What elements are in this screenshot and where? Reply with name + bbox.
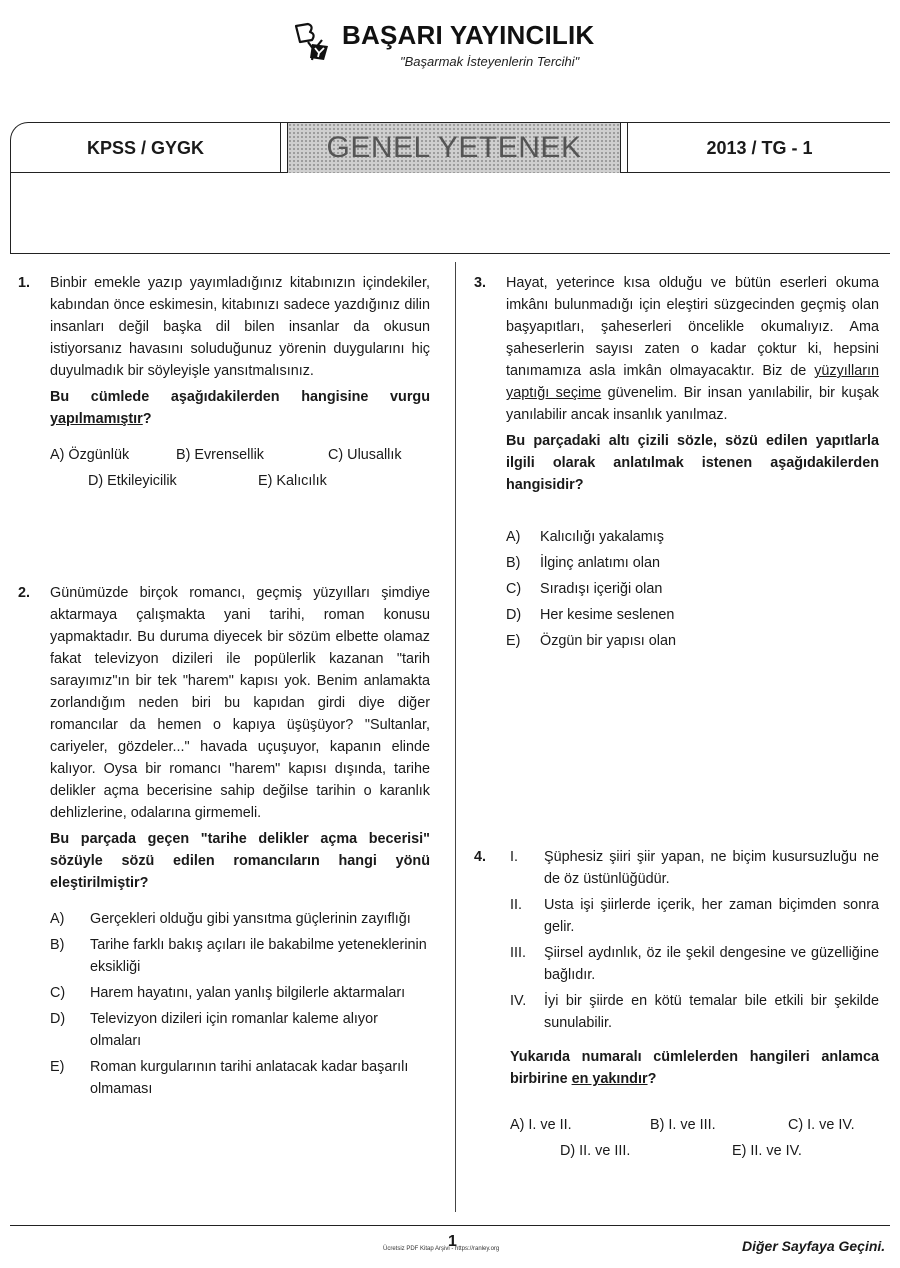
question-text: Günümüzde birçok romancı, geçmiş yüzyılları şimdiye aktarmaya çalışmakta yani tarihi, roman konusu yapmaktadır. Bu duruma diyecek bir sözüm elbette olamaz fakat televizyon dizileri ile popülerlik kazanan "tarih sarayımız"ın bir tek "harem" kapısı yok. Benim anlamakta zorlandığım neden biri bu kapıdan girdi diye diğer romancılar da hemen o kapıya üşüşüyor? "Sultanlar, cariyeler, gözdeler..." havada uçuşuyor, kapanın elinde kalıyor. Oysa bir romancı "harem" kapısı dışında, tarihe delikler açma becerisine sahip değilse tarihin o karanlık dehlizlerine, odalarına girmemeli. bbox=[50, 585, 430, 821]
stem-underlined: yapılmamıştır bbox=[50, 411, 143, 427]
option-letter: A) bbox=[50, 911, 65, 927]
option-letter: A) bbox=[506, 529, 521, 545]
numbered-sentence bbox=[510, 894, 879, 938]
option-letter: D) bbox=[50, 1011, 66, 1027]
option-a[interactable]: A) Özgünlük bbox=[50, 447, 130, 463]
option-letter: D) bbox=[506, 607, 522, 623]
option-b[interactable] bbox=[506, 552, 879, 574]
publisher-name: BAŞARI YAYINCILIK bbox=[342, 20, 595, 50]
question-number: 2. bbox=[18, 585, 31, 601]
option-d[interactable]: D) II. ve III. bbox=[560, 1143, 631, 1159]
footer-source-note: Ücretsiz PDF Kitap Arşivi - https://ranley.org bbox=[383, 1246, 500, 1252]
stem-part: Yukarıda numaralı cümlelerden hangileri anlamca birbirine bbox=[510, 1049, 879, 1087]
option-a[interactable]: A) I. ve II. bbox=[510, 1117, 572, 1133]
option-text: Kalıcılığı yakalamış bbox=[540, 529, 664, 545]
option-b[interactable]: B) Evrensellik bbox=[176, 447, 264, 463]
option-d[interactable] bbox=[50, 1008, 430, 1052]
column-divider bbox=[455, 262, 456, 1212]
sentence-text: İyi bir şiirde en kötü temalar bile etkili bir şekilde sunulabilir. bbox=[544, 993, 879, 1031]
question-stem: Bu parçada geçen "tarihe delikler açma becerisi" sözüyle sözü edilen romancıların hangi yönü eleştirilmiştir? bbox=[50, 831, 430, 891]
option-letter: E) bbox=[506, 633, 521, 649]
option-text: Gerçekleri olduğu gibi yansıtma güçlerinin zayıflığı bbox=[90, 911, 411, 927]
sentence-text: Şiirsel aydınlık, öz ile şekil dengesine ve güzelliğine bağlıdır. bbox=[544, 945, 879, 983]
exam-section-title: GENEL YETENEK bbox=[287, 123, 621, 173]
option-a[interactable] bbox=[50, 908, 430, 930]
option-text: Özgün bir yapısı olan bbox=[540, 633, 676, 649]
text-part: Hayat, yeterince kısa olduğu ve bütün eserleri okuma imkânı bulunmadığı için eleştiri süzgecinden geçmiş olan başyapıtları, şaheserleri öncelikle okumalıyız. Ama şaheserlerin sayısı zaten o kadar çoktur ki, hepsini tanımamıza asla imkân olmayacaktır. Biz de bbox=[506, 275, 879, 379]
option-c[interactable]: C) Ulusallık bbox=[328, 447, 402, 463]
sentence-text: Usta işi şiirlerde içerik, her zaman biçimden sonra gelir. bbox=[544, 897, 879, 935]
numbered-sentence bbox=[510, 846, 879, 890]
option-letter: C) bbox=[506, 581, 522, 597]
stem-part: Bu cümlede aşağıdakilerden hangisine vurgu bbox=[50, 389, 430, 405]
option-d[interactable] bbox=[506, 604, 879, 626]
numbered-sentence bbox=[510, 990, 879, 1034]
text-part: güvenelim. Bir insan yanılabilir, bir kuşak yanılabilir ancak insanlık yanılmaz. bbox=[506, 385, 879, 423]
answer-options bbox=[50, 444, 430, 494]
option-a[interactable] bbox=[506, 526, 879, 548]
sentence-text: Şüphesiz şiiri şiir yapan, ne biçim kusursuzluğu ne de öz üstünlüğüdür. bbox=[544, 849, 879, 887]
option-d[interactable]: D) Etkileyicilik bbox=[88, 473, 177, 489]
roman-numeral: IV. bbox=[510, 993, 527, 1009]
option-b[interactable]: B) I. ve III. bbox=[650, 1117, 716, 1133]
exam-type: KPSS / GYGK bbox=[11, 123, 281, 173]
stem-part: ? bbox=[647, 1071, 657, 1087]
publisher-header bbox=[290, 14, 630, 74]
question-stem bbox=[50, 386, 430, 430]
page-number: 1 bbox=[448, 1233, 457, 1250]
option-text: Harem hayatını, yalan yanlış bilgilerle aktarmaları bbox=[90, 985, 406, 1001]
publisher-slogan: "Başarmak İsteyenlerin Tercihi" bbox=[400, 54, 580, 69]
numbered-sentence bbox=[510, 942, 879, 986]
footer-rule bbox=[10, 1225, 890, 1226]
exam-info-box bbox=[10, 122, 890, 254]
option-text: Televizyon dizileri için romanlar kaleme alıyor olmaları bbox=[90, 1011, 378, 1049]
option-b[interactable] bbox=[50, 934, 430, 978]
exam-info-row bbox=[11, 123, 890, 173]
option-c[interactable] bbox=[506, 578, 879, 600]
answer-options bbox=[506, 526, 879, 652]
answer-options bbox=[510, 1114, 879, 1164]
next-page-note: Diğer Sayfaya Geçini. bbox=[742, 1238, 886, 1254]
underlined-phrase: yüzyılların yaptığı seçime bbox=[506, 363, 879, 401]
question-number: 3. bbox=[474, 275, 487, 291]
stem-underlined: en yakındır bbox=[571, 1071, 648, 1087]
option-e[interactable] bbox=[50, 1056, 430, 1100]
option-c[interactable]: C) I. ve IV. bbox=[788, 1117, 855, 1133]
option-text: Tarihe farklı bakış açıları ile bakabilme yeteneklerinin eksikliği bbox=[90, 937, 427, 975]
option-text: Sıradışı içeriği olan bbox=[540, 581, 663, 597]
option-text: Roman kurgularının tarihi anlatacak kadar başarılı olmaması bbox=[90, 1059, 409, 1097]
question-text bbox=[506, 272, 879, 426]
option-letter: C) bbox=[50, 985, 66, 1001]
exam-code: 2013 / TG - 1 bbox=[627, 123, 891, 173]
question-stem bbox=[510, 1046, 879, 1090]
option-letter: E) bbox=[50, 1059, 65, 1075]
question-number: 1. bbox=[18, 275, 31, 291]
option-e[interactable] bbox=[506, 630, 879, 652]
answer-options bbox=[50, 908, 430, 1100]
roman-numeral: II. bbox=[510, 897, 522, 913]
option-text: Her kesime seslenen bbox=[540, 607, 675, 623]
option-text: İlginç anlatımı olan bbox=[540, 555, 660, 571]
question-stem: Bu parçadaki altı çizili sözle, sözü edilen yapıtlarla ilgili olarak anlatılmak istenen aşağıdakilerden hangisidir? bbox=[506, 433, 879, 493]
question-number: 4. bbox=[474, 849, 487, 865]
option-e[interactable]: E) II. ve IV. bbox=[732, 1143, 802, 1159]
question-text: Binbir emekle yazıp yayımladığınız kitabınızın içindekiler, kabından önce eskimesin, kitabınızı sadece yazdığınız dilin insanları değil başka dil bilen insanlar da okusun istiyorsanız havasını soluduğunuz yörenin duygularını hiç duyulmadık bir söyleyişle yansıtmalısınız. bbox=[50, 275, 430, 379]
option-e[interactable]: E) Kalıcılık bbox=[258, 473, 327, 489]
roman-numeral: III. bbox=[510, 945, 526, 961]
roman-numeral: I. bbox=[510, 849, 518, 865]
by-monogram-logo-icon bbox=[290, 20, 334, 64]
option-letter: B) bbox=[50, 937, 65, 953]
option-letter: B) bbox=[506, 555, 521, 571]
option-c[interactable] bbox=[50, 982, 430, 1004]
stem-part: ? bbox=[142, 411, 152, 427]
